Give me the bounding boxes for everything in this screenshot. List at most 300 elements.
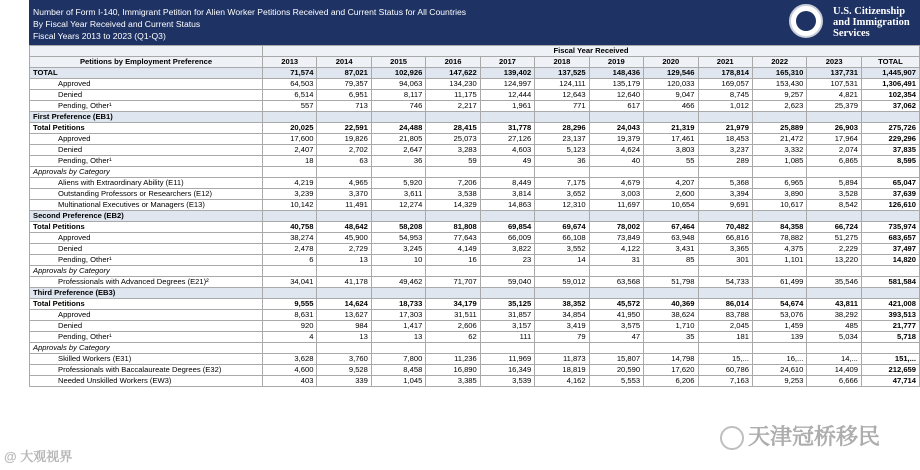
cell-value xyxy=(807,167,862,178)
cell-value: 5,718 xyxy=(861,332,919,343)
cell-value: 3,157 xyxy=(480,321,534,332)
cell-value: 713 xyxy=(317,101,371,112)
table-row xyxy=(30,354,920,365)
cell-value: 12,444 xyxy=(480,90,534,101)
cell-value: 7,206 xyxy=(426,178,480,189)
table-row xyxy=(30,365,920,376)
cell-value xyxy=(317,343,371,354)
table-row xyxy=(30,68,920,79)
cell-value: 71,574 xyxy=(263,68,317,79)
cell-value xyxy=(861,112,919,123)
cell-value: 59 xyxy=(426,156,480,167)
table-row xyxy=(30,145,920,156)
table-row xyxy=(30,244,920,255)
cell-value: 77,643 xyxy=(426,233,480,244)
cell-value: 8,458 xyxy=(371,365,425,376)
table-row xyxy=(30,178,920,189)
cell-value: 27,126 xyxy=(480,134,534,145)
cell-value: 14,329 xyxy=(426,200,480,211)
cell-value: 19,379 xyxy=(589,134,643,145)
cell-value xyxy=(263,343,317,354)
cell-value: 47,714 xyxy=(861,376,919,387)
cell-value: 78,002 xyxy=(589,222,643,233)
header-blank xyxy=(30,46,263,57)
row-label: Pending, Other¹ xyxy=(30,101,263,112)
cell-value: 153,430 xyxy=(752,79,806,90)
cell-value: 43,811 xyxy=(807,299,862,310)
cell-value: 24,488 xyxy=(371,123,425,134)
cell-value: 8,117 xyxy=(371,90,425,101)
cell-value xyxy=(698,343,752,354)
cell-value: 178,814 xyxy=(698,68,752,79)
cell-value: 18,819 xyxy=(535,365,589,376)
cell-value xyxy=(317,288,371,299)
cell-value xyxy=(861,343,919,354)
cell-value: 20,590 xyxy=(589,365,643,376)
row-label: Total Petitions xyxy=(30,123,263,134)
cell-value: 38,274 xyxy=(263,233,317,244)
cell-value: 3,539 xyxy=(480,376,534,387)
cell-value: 53,076 xyxy=(752,310,806,321)
table-row xyxy=(30,288,920,299)
cell-value: 6,865 xyxy=(807,156,862,167)
cell-value: 54,674 xyxy=(752,299,806,310)
cell-value: 1,101 xyxy=(752,255,806,266)
cell-value: 24,610 xyxy=(752,365,806,376)
cell-value: 139 xyxy=(752,332,806,343)
cell-value: 683,657 xyxy=(861,233,919,244)
table-row xyxy=(30,189,920,200)
cell-value xyxy=(589,167,643,178)
cell-value: 23 xyxy=(480,255,534,266)
cell-value: 120,033 xyxy=(644,79,698,90)
row-label: Approved xyxy=(30,233,263,244)
cell-value xyxy=(426,288,480,299)
cell-value: 22,591 xyxy=(317,123,371,134)
cell-value xyxy=(371,343,425,354)
cell-value: 23,137 xyxy=(535,134,589,145)
cell-value: 16,... xyxy=(752,354,806,365)
cell-value: 25,889 xyxy=(752,123,806,134)
cell-value xyxy=(861,167,919,178)
cell-value: 3,237 xyxy=(698,145,752,156)
cell-value: 3,239 xyxy=(263,189,317,200)
cell-value: 3,822 xyxy=(480,244,534,255)
cell-value: 4,149 xyxy=(426,244,480,255)
cell-value: 5,894 xyxy=(807,178,862,189)
cell-value: 3,283 xyxy=(426,145,480,156)
cell-value: 151,... xyxy=(861,354,919,365)
column-header: 2018 xyxy=(535,57,589,68)
agency-name: U.S. Citizenship and Immigration Services xyxy=(833,6,910,39)
i140-table xyxy=(29,45,920,387)
table-row xyxy=(30,343,920,354)
cell-value: 34,041 xyxy=(263,277,317,288)
fiscal-year-header: Fiscal Year Received xyxy=(263,46,920,57)
cell-value: 3,890 xyxy=(752,189,806,200)
table-row xyxy=(30,90,920,101)
cell-value: 111 xyxy=(480,332,534,343)
cell-value: 18,733 xyxy=(371,299,425,310)
cell-value: 4,122 xyxy=(589,244,643,255)
petition-type-header: Petitions by Employment Preference xyxy=(30,57,263,68)
cell-value: 134,230 xyxy=(426,79,480,90)
cell-value: 9,528 xyxy=(317,365,371,376)
cell-value: 126,610 xyxy=(861,200,919,211)
cell-value: 84,358 xyxy=(752,222,806,233)
cell-value: 15,... xyxy=(698,354,752,365)
cell-value xyxy=(589,211,643,222)
cell-value: 4,162 xyxy=(535,376,589,387)
report-title xyxy=(33,6,466,42)
cell-value xyxy=(480,211,534,222)
cell-value: 7,163 xyxy=(698,376,752,387)
cell-value: 2,217 xyxy=(426,101,480,112)
cell-value: 137,525 xyxy=(535,68,589,79)
cell-value: 2,606 xyxy=(426,321,480,332)
table-row xyxy=(30,222,920,233)
cell-value: 2,623 xyxy=(752,101,806,112)
cell-value: 34,854 xyxy=(535,310,589,321)
column-header: TOTAL xyxy=(861,57,919,68)
cell-value: 124,997 xyxy=(480,79,534,90)
cell-value: 5,034 xyxy=(807,332,862,343)
cell-value: 10,654 xyxy=(644,200,698,211)
cell-value: 79 xyxy=(535,332,589,343)
cell-value: 102,354 xyxy=(861,90,919,101)
row-label: Approvals by Category xyxy=(30,167,263,178)
row-label: Approved xyxy=(30,79,263,90)
cell-value xyxy=(644,343,698,354)
cell-value: 83,788 xyxy=(698,310,752,321)
cell-value: 1,710 xyxy=(644,321,698,332)
cell-value: 3,814 xyxy=(480,189,534,200)
cell-value: 13,627 xyxy=(317,310,371,321)
cell-value: 15,807 xyxy=(589,354,643,365)
table-row xyxy=(30,277,920,288)
cell-value: 3,394 xyxy=(698,189,752,200)
cell-value: 8,595 xyxy=(861,156,919,167)
cell-value: 107,531 xyxy=(807,79,862,90)
cell-value: 3,552 xyxy=(535,244,589,255)
cell-value: 301 xyxy=(698,255,752,266)
cell-value xyxy=(807,266,862,277)
cell-value: 59,040 xyxy=(480,277,534,288)
cell-value: 10,617 xyxy=(752,200,806,211)
cell-value xyxy=(317,266,371,277)
cell-value xyxy=(371,167,425,178)
cell-value: 45,572 xyxy=(589,299,643,310)
column-header: 2021 xyxy=(698,57,752,68)
cell-value: 10,142 xyxy=(263,200,317,211)
row-label: Total Petitions xyxy=(30,222,263,233)
cell-value: 14,624 xyxy=(317,299,371,310)
row-label: Pending, Other¹ xyxy=(30,156,263,167)
cell-value: 21,805 xyxy=(371,134,425,145)
cell-value xyxy=(644,211,698,222)
cell-value: 86,014 xyxy=(698,299,752,310)
cell-value: 485 xyxy=(807,321,862,332)
cell-value: 403 xyxy=(263,376,317,387)
cell-value: 3,365 xyxy=(698,244,752,255)
cell-value: 2,229 xyxy=(807,244,862,255)
cell-value: 2,729 xyxy=(317,244,371,255)
cell-value: 2,478 xyxy=(263,244,317,255)
cell-value: 13,220 xyxy=(807,255,862,266)
cell-value: 94,063 xyxy=(371,79,425,90)
column-header: 2022 xyxy=(752,57,806,68)
cell-value: 3,385 xyxy=(426,376,480,387)
cell-value xyxy=(807,211,862,222)
cell-value: 3,370 xyxy=(317,189,371,200)
cell-value: 3,760 xyxy=(317,354,371,365)
column-header: 2023 xyxy=(807,57,862,68)
cell-value xyxy=(263,211,317,222)
cell-value: 165,310 xyxy=(752,68,806,79)
cell-value: 1,961 xyxy=(480,101,534,112)
cell-value: 7,800 xyxy=(371,354,425,365)
row-label: Approvals by Category xyxy=(30,343,263,354)
cell-value: 8,449 xyxy=(480,178,534,189)
cell-value: 10 xyxy=(371,255,425,266)
cell-value: 7,175 xyxy=(535,178,589,189)
cell-value: 148,436 xyxy=(589,68,643,79)
cell-value: 4,375 xyxy=(752,244,806,255)
cell-value: 16,890 xyxy=(426,365,480,376)
cell-value: 229,296 xyxy=(861,134,919,145)
cell-value: 31,778 xyxy=(480,123,534,134)
cell-value: 1,012 xyxy=(698,101,752,112)
cell-value xyxy=(589,112,643,123)
cell-value xyxy=(861,211,919,222)
cell-value: 8,745 xyxy=(698,90,752,101)
cell-value: 124,111 xyxy=(535,79,589,90)
row-label: Skilled Workers (E31) xyxy=(30,354,263,365)
cell-value xyxy=(861,288,919,299)
cell-value: 63 xyxy=(317,156,371,167)
cell-value: 289 xyxy=(698,156,752,167)
cell-value xyxy=(752,343,806,354)
cell-value xyxy=(263,112,317,123)
cell-value: 1,417 xyxy=(371,321,425,332)
cell-value xyxy=(807,112,862,123)
cell-value: 13 xyxy=(317,332,371,343)
cell-value: 87,021 xyxy=(317,68,371,79)
cell-value: 14,798 xyxy=(644,354,698,365)
cell-value: 66,724 xyxy=(807,222,862,233)
cell-value xyxy=(752,266,806,277)
cell-value: 81,808 xyxy=(426,222,480,233)
cell-value: 69,854 xyxy=(480,222,534,233)
cell-value xyxy=(752,211,806,222)
cell-value: 38,352 xyxy=(535,299,589,310)
cell-value xyxy=(263,167,317,178)
row-label: Denied xyxy=(30,90,263,101)
cell-value: 1,085 xyxy=(752,156,806,167)
table-row xyxy=(30,211,920,222)
cell-value: 36 xyxy=(371,156,425,167)
cell-value: 4,821 xyxy=(807,90,862,101)
cell-value: 49,462 xyxy=(371,277,425,288)
cell-value: 2,702 xyxy=(317,145,371,156)
cell-value: 79,357 xyxy=(317,79,371,90)
cell-value xyxy=(535,167,589,178)
cell-value: 36 xyxy=(535,156,589,167)
cell-value: 61,499 xyxy=(752,277,806,288)
cell-value xyxy=(644,266,698,277)
cell-value xyxy=(371,112,425,123)
cell-value: 2,407 xyxy=(263,145,317,156)
cell-value: 31 xyxy=(589,255,643,266)
cell-value: 393,513 xyxy=(861,310,919,321)
table-row xyxy=(30,101,920,112)
table-row xyxy=(30,310,920,321)
cell-value: 5,123 xyxy=(535,145,589,156)
cell-value: 63,948 xyxy=(644,233,698,244)
cell-value xyxy=(426,343,480,354)
column-header: 2019 xyxy=(589,57,643,68)
table-row xyxy=(30,332,920,343)
cell-value: 37,497 xyxy=(861,244,919,255)
cell-value: 1,045 xyxy=(371,376,425,387)
cell-value xyxy=(752,167,806,178)
row-label: Denied xyxy=(30,145,263,156)
cell-value: 2,074 xyxy=(807,145,862,156)
cell-value xyxy=(480,288,534,299)
cell-value: 3,431 xyxy=(644,244,698,255)
cell-value: 4,965 xyxy=(317,178,371,189)
cell-value xyxy=(317,167,371,178)
cell-value: 9,555 xyxy=(263,299,317,310)
cell-value: 38,292 xyxy=(807,310,862,321)
cell-value: 8,631 xyxy=(263,310,317,321)
cell-value: 421,008 xyxy=(861,299,919,310)
table-row xyxy=(30,123,920,134)
cell-value: 41,950 xyxy=(589,310,643,321)
cell-value xyxy=(644,167,698,178)
cell-value xyxy=(480,266,534,277)
cell-value: 12,643 xyxy=(535,90,589,101)
cell-value: 35,546 xyxy=(807,277,862,288)
cell-value: 16 xyxy=(426,255,480,266)
cell-value: 21,979 xyxy=(698,123,752,134)
cell-value: 21,319 xyxy=(644,123,698,134)
cell-value: 4,679 xyxy=(589,178,643,189)
cell-value: 18,453 xyxy=(698,134,752,145)
cell-value: 8,542 xyxy=(807,200,862,211)
table-row xyxy=(30,134,920,145)
cell-value xyxy=(263,288,317,299)
title-line-3: Fiscal Years 2013 to 2023 (Q1-Q3) xyxy=(33,31,166,41)
cell-value: 3,245 xyxy=(371,244,425,255)
cell-value: 34,179 xyxy=(426,299,480,310)
cell-value: 2,045 xyxy=(698,321,752,332)
title-line-1: Number of Form I-140, Immigrant Petition for Alien Worker Petitions Received and Current Status for All Countries xyxy=(33,7,467,17)
cell-value: 3,803 xyxy=(644,145,698,156)
cell-value: 9,257 xyxy=(752,90,806,101)
cell-value: 16,349 xyxy=(480,365,534,376)
cell-value: 129,546 xyxy=(644,68,698,79)
cell-value: 69,674 xyxy=(535,222,589,233)
row-label: Approved xyxy=(30,134,263,145)
cell-value xyxy=(752,288,806,299)
cell-value: 9,047 xyxy=(644,90,698,101)
cell-value: 35 xyxy=(644,332,698,343)
cell-value xyxy=(480,343,534,354)
cell-value: 6,514 xyxy=(263,90,317,101)
cell-value: 28,415 xyxy=(426,123,480,134)
cell-value: 25,379 xyxy=(807,101,862,112)
cell-value: 17,303 xyxy=(371,310,425,321)
cell-value xyxy=(698,266,752,277)
cell-value xyxy=(807,288,862,299)
cell-value xyxy=(480,167,534,178)
cell-value: 54,733 xyxy=(698,277,752,288)
cell-value xyxy=(371,266,425,277)
brand-logo-icon xyxy=(720,426,744,450)
cell-value: 66,108 xyxy=(535,233,589,244)
cell-value xyxy=(644,288,698,299)
table-row xyxy=(30,321,920,332)
cell-value: 2,647 xyxy=(371,145,425,156)
cell-value: 49 xyxy=(480,156,534,167)
cell-value: 3,528 xyxy=(807,189,862,200)
cell-value: 735,974 xyxy=(861,222,919,233)
watermark-right: 天津冠桥移民 xyxy=(720,420,880,451)
cell-value xyxy=(317,211,371,222)
cell-value: 40,369 xyxy=(644,299,698,310)
cell-value xyxy=(426,266,480,277)
cell-value: 11,491 xyxy=(317,200,371,211)
cell-value: 3,332 xyxy=(752,145,806,156)
cell-value: 67,464 xyxy=(644,222,698,233)
cell-value: 71,707 xyxy=(426,277,480,288)
column-header: 2016 xyxy=(426,57,480,68)
cell-value: 20,025 xyxy=(263,123,317,134)
cell-value: 63,568 xyxy=(589,277,643,288)
cell-value: 339 xyxy=(317,376,371,387)
cell-value: 38,624 xyxy=(644,310,698,321)
cell-value: 4,207 xyxy=(644,178,698,189)
cell-value: 66,816 xyxy=(698,233,752,244)
cell-value: 14,863 xyxy=(480,200,534,211)
cell-value xyxy=(698,288,752,299)
cell-value: 14 xyxy=(535,255,589,266)
cell-value: 5,920 xyxy=(371,178,425,189)
cell-value: 51,275 xyxy=(807,233,862,244)
row-label: Denied xyxy=(30,321,263,332)
cell-value: 60,786 xyxy=(698,365,752,376)
cell-value: 17,964 xyxy=(807,134,862,145)
cell-value: 11,236 xyxy=(426,354,480,365)
cell-value: 31,511 xyxy=(426,310,480,321)
cell-value xyxy=(535,288,589,299)
cell-value xyxy=(535,266,589,277)
cell-value: 17,600 xyxy=(263,134,317,145)
cell-value: 14,409 xyxy=(807,365,862,376)
column-header: 2020 xyxy=(644,57,698,68)
row-label: Aliens with Extraordinary Ability (E11) xyxy=(30,178,263,189)
cell-value: 47 xyxy=(589,332,643,343)
cell-value: 54,953 xyxy=(371,233,425,244)
row-label: Pending, Other¹ xyxy=(30,255,263,266)
row-label: Professionals with Advanced Degrees (E21)² xyxy=(30,277,263,288)
table-row xyxy=(30,200,920,211)
cell-value: 12,274 xyxy=(371,200,425,211)
cell-value: 12,640 xyxy=(589,90,643,101)
cell-value: 1,459 xyxy=(752,321,806,332)
cell-value: 466 xyxy=(644,101,698,112)
